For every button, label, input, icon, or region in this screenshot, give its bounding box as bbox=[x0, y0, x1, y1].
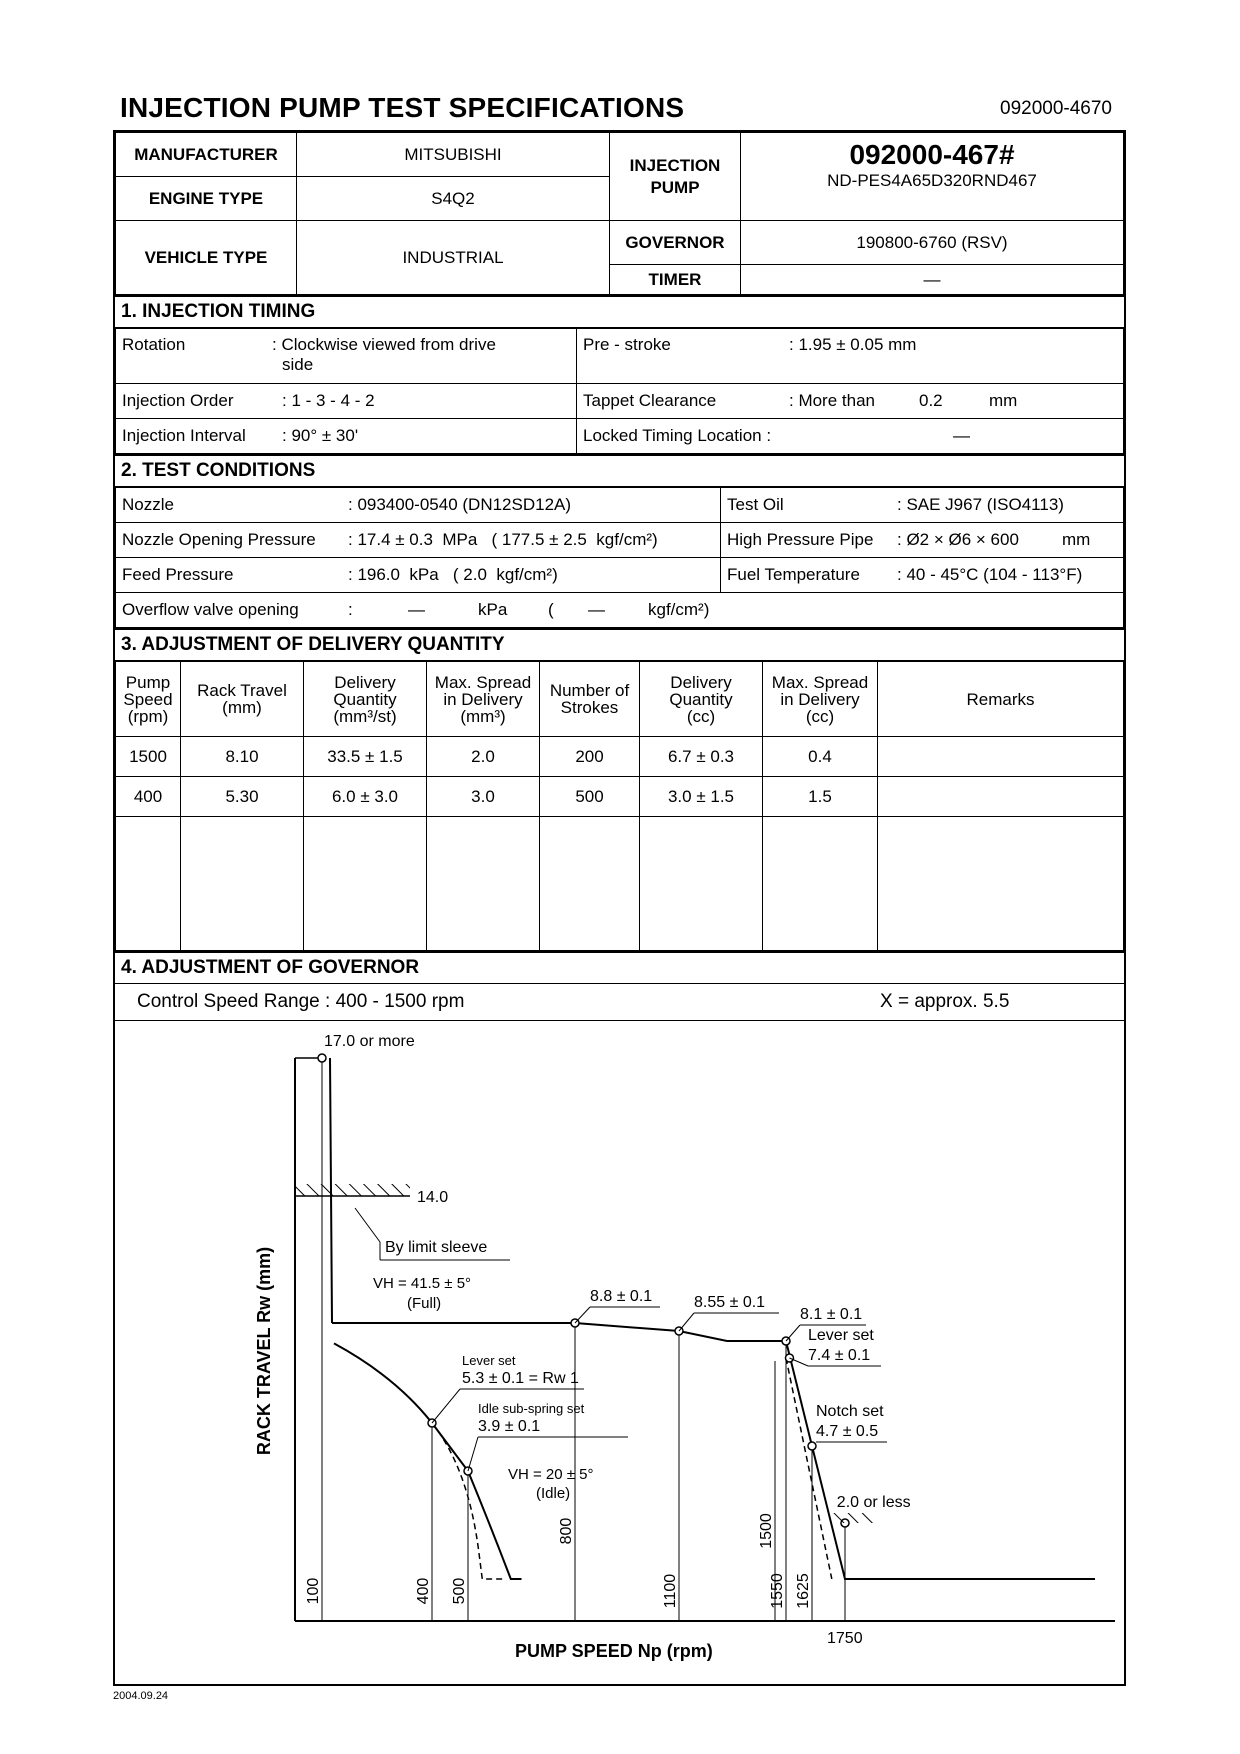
hpp-unit: mm bbox=[1062, 530, 1091, 549]
annotation-less: 2.0 or less bbox=[836, 1494, 911, 1511]
annotation-vh-idle-2: (Idle) bbox=[536, 1485, 571, 1502]
tappet-unit: mm bbox=[989, 391, 1018, 410]
table-cell bbox=[878, 817, 1124, 951]
pump-model: ND-PES4A65D320RND467 bbox=[827, 171, 1037, 190]
locked-cell bbox=[577, 419, 1124, 454]
prestroke-label: Pre - stroke bbox=[583, 335, 671, 354]
hpp-value: : Ø2 × Ø6 × 600 bbox=[897, 530, 1019, 549]
annotation-notch-set: Notch set bbox=[816, 1403, 884, 1420]
overflow-dash-2: — bbox=[588, 600, 605, 619]
annotation-top: 17.0 or more bbox=[324, 1033, 415, 1050]
timer-value: — bbox=[741, 265, 1124, 295]
limit-note: By limit sleeve bbox=[385, 1239, 488, 1256]
annotation-vh-full-2: (Full) bbox=[407, 1295, 442, 1312]
vehicle-type-label: VEHICLE TYPE bbox=[116, 221, 297, 295]
table-cell: 6.7 ± 0.3 bbox=[640, 737, 763, 777]
table-cell bbox=[763, 817, 878, 951]
rotation-value: : Clockwise viewed from drive bbox=[272, 335, 496, 354]
injection-timing-table bbox=[115, 328, 1124, 454]
rotation-cell bbox=[116, 329, 577, 384]
table-cell bbox=[878, 777, 1124, 817]
table-cell: 8.10 bbox=[181, 737, 304, 777]
annotation-idle-sub: Idle sub-spring set bbox=[478, 1401, 585, 1416]
table-cell: 3.0 ± 1.5 bbox=[640, 777, 763, 817]
governor-label: GOVERNOR bbox=[610, 221, 741, 265]
pump-number: 092000-467# bbox=[849, 139, 1015, 170]
engine-type-label: ENGINE TYPE bbox=[116, 177, 297, 221]
set-point bbox=[318, 1054, 326, 1062]
feed-label: Feed Pressure bbox=[122, 565, 234, 584]
section-test-conditions: 2. TEST CONDITIONS bbox=[115, 454, 1124, 487]
overflow-label: Overflow valve opening bbox=[122, 600, 299, 619]
leader-idle-sub bbox=[468, 1437, 478, 1471]
leader-1550 bbox=[786, 1325, 800, 1341]
col-delivery-cc: Delivery Quantity (cc) bbox=[640, 662, 763, 737]
hpp-cell bbox=[721, 523, 1124, 558]
x-tick-label: 1625 bbox=[795, 1573, 812, 1609]
page-title: INJECTION PUMP TEST SPECIFICATIONS bbox=[120, 92, 685, 123]
x-tick-label: 800 bbox=[558, 1517, 575, 1545]
table-cell: 1500 bbox=[116, 737, 181, 777]
governor-value: 190800-6760 (RSV) bbox=[741, 221, 1124, 265]
table-cell bbox=[116, 817, 181, 951]
full-curve-rise bbox=[330, 1058, 332, 1323]
col-delivery-mm3: Delivery Quantity (mm³/st) bbox=[304, 662, 427, 737]
fuel-temp-cell bbox=[721, 558, 1124, 593]
engine-type-value: S4Q2 bbox=[297, 177, 610, 221]
order-cell bbox=[116, 384, 577, 419]
limit-leader bbox=[355, 1208, 380, 1242]
prestroke-value: : 1.95 ± 0.05 mm bbox=[789, 335, 917, 354]
spec-sheet bbox=[113, 130, 1126, 1686]
col-pump-speed: Pump Speed (rpm) bbox=[116, 662, 181, 737]
annotation-idle-sub-val: 3.9 ± 0.1 bbox=[478, 1418, 541, 1435]
annotation-1550: 8.1 ± 0.1 bbox=[800, 1306, 863, 1323]
table-row-filler bbox=[116, 817, 1124, 951]
x-tick-label: 1100 bbox=[662, 1573, 679, 1609]
test-conditions-table bbox=[115, 487, 1124, 628]
test-oil-value: : SAE J967 (ISO4113) bbox=[897, 495, 1064, 514]
x-tick-label: 1550 bbox=[769, 1573, 786, 1609]
annotation-800: 8.8 ± 0.1 bbox=[590, 1288, 653, 1305]
table-cell bbox=[427, 817, 540, 951]
x-tick-label: 400 bbox=[415, 1577, 432, 1605]
table-cell bbox=[181, 817, 304, 951]
annotation-lever-val-left: 5.3 ± 0.1 = Rw 1 bbox=[462, 1370, 579, 1387]
limit-value-label: 14.0 bbox=[417, 1189, 449, 1206]
col-rack-travel: Rack Travel (mm) bbox=[181, 662, 304, 737]
annotation-lever-set-right: Lever set bbox=[808, 1327, 874, 1344]
cutoff-dashed bbox=[786, 1358, 832, 1579]
delivery-table bbox=[115, 661, 1124, 951]
table-cell: 0.4 bbox=[763, 737, 878, 777]
tappet-prefix: : More than bbox=[789, 391, 875, 410]
overflow-cell bbox=[116, 593, 1124, 628]
overflow-paren: ( bbox=[548, 600, 554, 619]
limit-sleeve-hatch bbox=[295, 1184, 410, 1196]
table-cell: 200 bbox=[540, 737, 640, 777]
injection-pump-label: INJECTION PUMP bbox=[610, 133, 741, 221]
cutoff-hatch bbox=[832, 1513, 876, 1523]
nop-cell bbox=[116, 523, 721, 558]
x-tick-label: 1500 bbox=[758, 1513, 775, 1549]
locked-label: Locked Timing Location : bbox=[583, 426, 772, 445]
prestroke-cell bbox=[577, 329, 1124, 384]
table-cell bbox=[878, 737, 1124, 777]
interval-value: : 90° ± 30' bbox=[282, 426, 359, 445]
hpp-label: High Pressure Pipe bbox=[727, 530, 874, 549]
locked-value: — bbox=[953, 426, 970, 445]
annotation-lever-val-right: 7.4 ± 0.1 bbox=[808, 1347, 871, 1364]
control-range-row bbox=[115, 984, 1124, 1021]
annotation-lever-set-left: Lever set bbox=[462, 1353, 516, 1368]
annotation-vh-idle: VH = 20 ± 5° bbox=[508, 1466, 594, 1483]
table-cell: 1.5 bbox=[763, 777, 878, 817]
manufacturer-value: MITSUBISHI bbox=[297, 133, 610, 177]
col-remarks: Remarks bbox=[878, 662, 1124, 737]
full-curve bbox=[332, 1323, 1095, 1579]
nop-value: : 17.4 ± 0.3 MPa ( 177.5 ± 2.5 kgf/cm²) bbox=[348, 530, 658, 549]
header-table bbox=[115, 132, 1124, 295]
annotation-vh-full: VH = 41.5 ± 5° bbox=[373, 1275, 472, 1292]
table-cell: 5.30 bbox=[181, 777, 304, 817]
nozzle-cell bbox=[116, 488, 721, 523]
feed-value: : 196.0 kPa ( 2.0 kgf/cm²) bbox=[348, 565, 558, 584]
feed-cell bbox=[116, 558, 721, 593]
rotation-label: Rotation bbox=[122, 335, 186, 354]
tappet-label: Tappet Clearance bbox=[583, 391, 717, 410]
table-cell: 500 bbox=[540, 777, 640, 817]
order-label: Injection Order bbox=[122, 391, 234, 410]
manufacturer-label: MANUFACTURER bbox=[116, 133, 297, 177]
interval-cell bbox=[116, 419, 577, 454]
x-tick-label: 100 bbox=[305, 1577, 322, 1605]
table-cell bbox=[540, 817, 640, 951]
section-governor: 4. ADJUSTMENT OF GOVERNOR bbox=[115, 951, 1124, 984]
order-value: : 1 - 3 - 4 - 2 bbox=[282, 391, 375, 410]
table-cell: 33.5 ± 1.5 bbox=[304, 737, 427, 777]
governor-chart bbox=[115, 1021, 1124, 1691]
leader-800 bbox=[575, 1307, 590, 1323]
vehicle-type-value: INDUSTRIAL bbox=[297, 221, 610, 295]
test-oil-label: Test Oil bbox=[727, 495, 784, 514]
overflow-kgf: kgf/cm²) bbox=[648, 600, 710, 619]
tappet-value: 0.2 bbox=[919, 391, 943, 410]
footer-date: 2004.09.24 bbox=[113, 1690, 169, 1702]
tappet-cell bbox=[577, 384, 1124, 419]
set-point bbox=[808, 1442, 816, 1450]
overflow-dash-1: — bbox=[408, 600, 425, 619]
overflow-colon: : bbox=[348, 600, 353, 619]
document-number: 092000-4670 bbox=[1000, 98, 1112, 119]
timer-label: TIMER bbox=[610, 265, 741, 295]
table-row bbox=[116, 777, 1124, 817]
pump-number-cell bbox=[741, 133, 1124, 221]
col-spread-cc: Max. Spread in Delivery (cc) bbox=[763, 662, 878, 737]
table-cell: 2.0 bbox=[427, 737, 540, 777]
rotation-value-2: side bbox=[282, 355, 314, 374]
table-cell: 400 bbox=[116, 777, 181, 817]
section-delivery: 3. ADJUSTMENT OF DELIVERY QUANTITY bbox=[115, 628, 1124, 661]
table-cell bbox=[640, 817, 763, 951]
table-cell: 6.0 ± 3.0 bbox=[304, 777, 427, 817]
col-strokes: Number of Strokes bbox=[540, 662, 640, 737]
nop-label: Nozzle Opening Pressure bbox=[122, 530, 316, 549]
table-cell: 3.0 bbox=[427, 777, 540, 817]
x-approx: X = approx. 5.5 bbox=[880, 991, 1010, 1012]
nozzle-label: Nozzle bbox=[122, 495, 174, 514]
leader-lever-left bbox=[432, 1389, 460, 1423]
interval-label: Injection Interval bbox=[122, 426, 246, 445]
fuel-temp-label: Fuel Temperature bbox=[727, 565, 860, 584]
x-tick-label: 500 bbox=[451, 1577, 468, 1605]
annotation-1100: 8.55 ± 0.1 bbox=[694, 1294, 766, 1311]
nozzle-value: : 093400-0540 (DN12SD12A) bbox=[348, 495, 572, 514]
overflow-kpa: kPa bbox=[478, 600, 508, 619]
control-range: Control Speed Range : 400 - 1500 rpm bbox=[137, 991, 465, 1012]
test-oil-cell bbox=[721, 488, 1124, 523]
section-injection-timing: 1. INJECTION TIMING bbox=[115, 295, 1124, 328]
table-row bbox=[116, 737, 1124, 777]
chart-marks bbox=[254, 1033, 1115, 1661]
fuel-temp-value: : 40 - 45°C (104 - 113°F) bbox=[897, 565, 1083, 584]
x-axis-title: PUMP SPEED Np (rpm) bbox=[515, 1641, 713, 1661]
x-tick-label: 1750 bbox=[827, 1630, 863, 1647]
annotation-notch-val: 4.7 ± 0.5 bbox=[816, 1423, 879, 1440]
col-spread-mm3: Max. Spread in Delivery (mm³) bbox=[427, 662, 540, 737]
table-cell bbox=[304, 817, 427, 951]
y-axis-title: RACK TRAVEL Rw (mm) bbox=[254, 1246, 274, 1456]
leader-1100 bbox=[679, 1313, 694, 1331]
